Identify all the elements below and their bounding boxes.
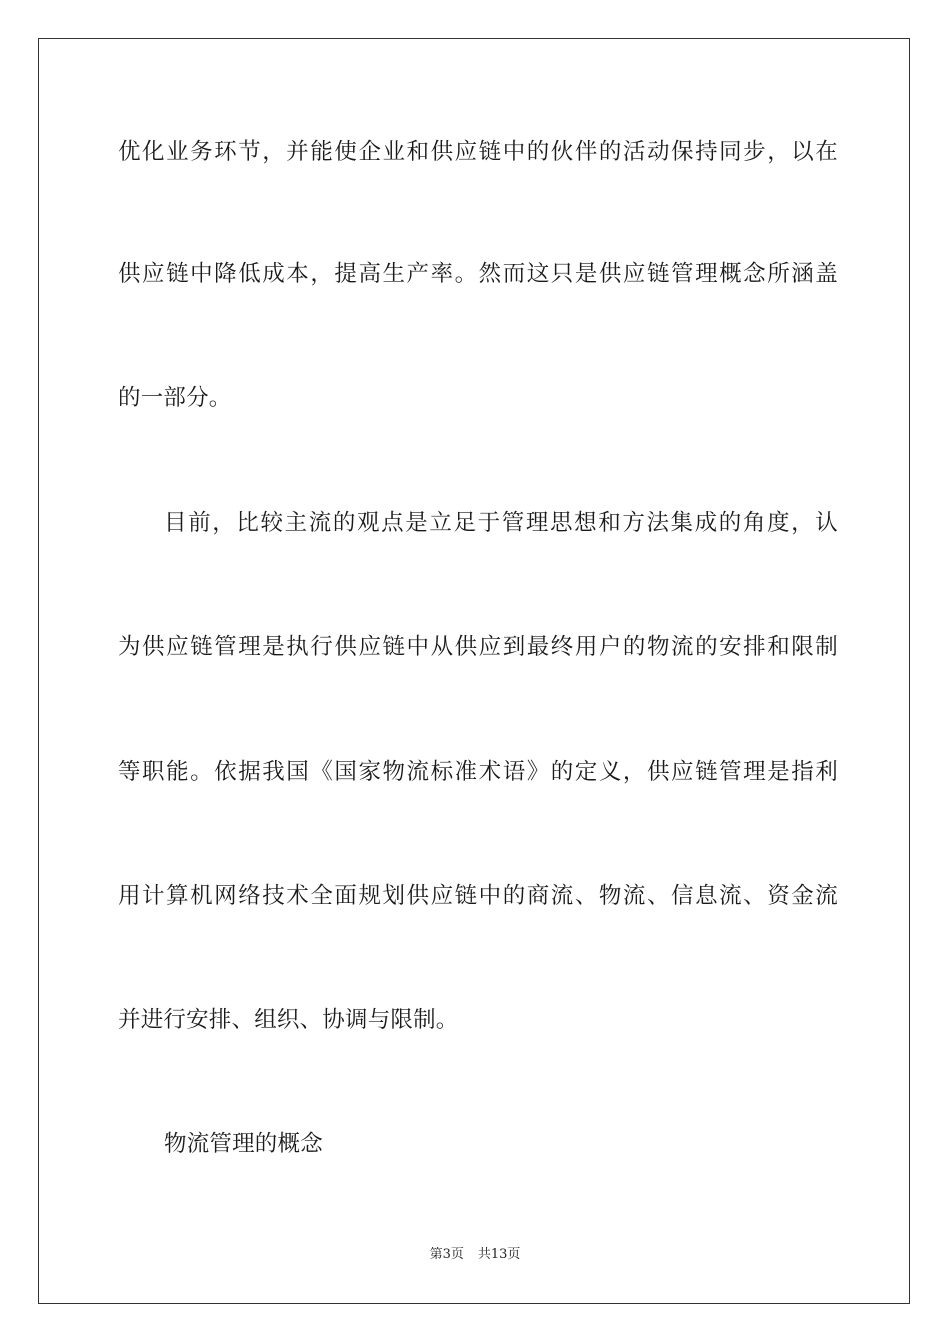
text-line: 等职能。依据我国《国家物流标准术语》的定义，供应链管理是指利 <box>118 759 838 785</box>
page-number: 第3页 <box>429 1247 464 1262</box>
text-line: 的一部分。 <box>118 385 232 411</box>
text-line: 供应链中降低成本，提高生产率。然而这只是供应链管理概念所涵盖 <box>118 261 838 287</box>
text-line: 为供应链管理是执行供应链中从供应到最终用户的物流的安排和限制 <box>118 634 838 660</box>
page-border <box>38 38 910 1304</box>
section-heading: 物流管理的概念 <box>164 1131 323 1157</box>
text-line: 优化业务环节，并能使企业和供应链中的伙伴的活动保持同步，以在 <box>118 139 838 165</box>
page-total: 共13页 <box>477 1247 521 1262</box>
page-footer <box>0 1246 950 1264</box>
text-line: 并进行安排、组织、协调与限制。 <box>118 1007 459 1033</box>
text-line: 用计算机网络技术全面规划供应链中的商流、物流、信息流、资金流 <box>118 883 838 909</box>
text-line: 目前，比较主流的观点是立足于管理思想和方法集成的角度，认 <box>164 510 838 536</box>
